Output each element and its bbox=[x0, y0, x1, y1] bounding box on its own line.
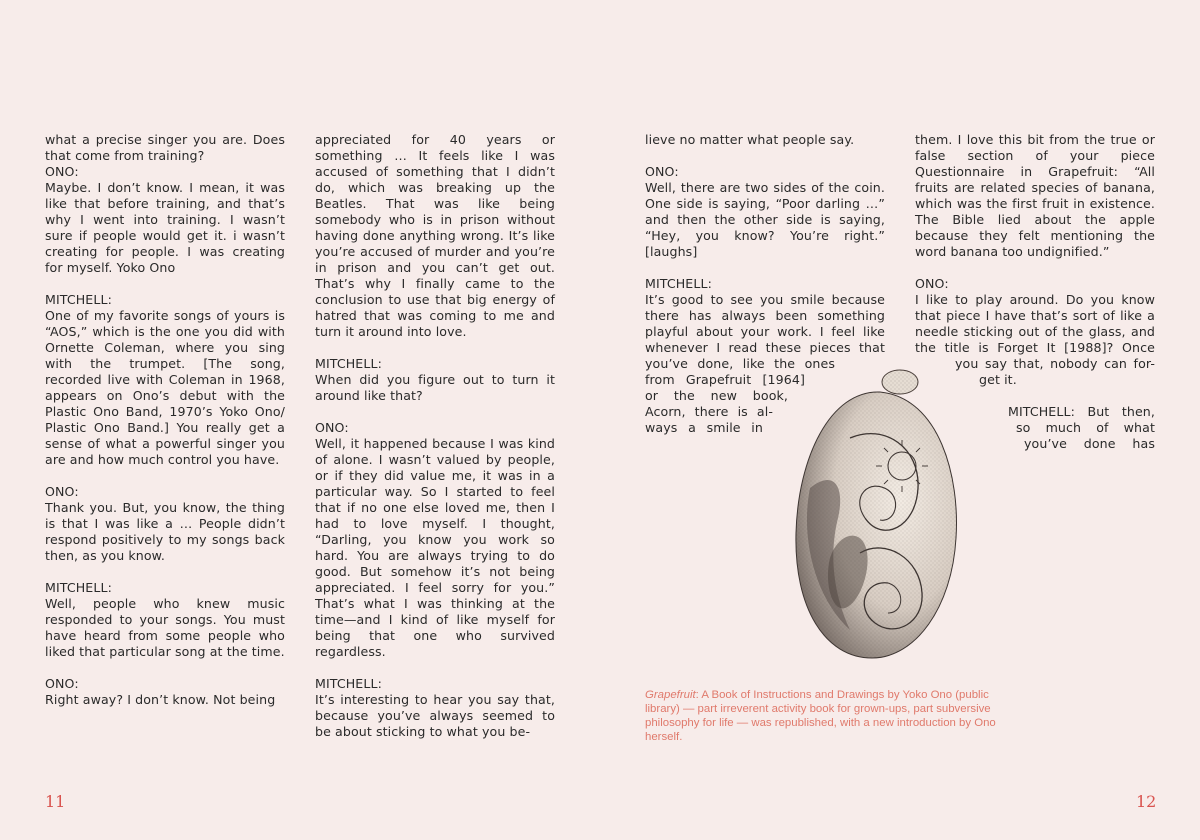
text-line: playful about your work. I feel like bbox=[645, 324, 885, 339]
speaker-label: ONO: bbox=[315, 420, 349, 435]
paragraph: them. I love this bit from the true or false section of your piece Questionnaire in Grapefruit: “All fruits are related species of banana, which was the first fruit in existence. The Bible lied about the apple because they felt mentioning the word banana too undignified.” bbox=[915, 132, 1155, 259]
paragraph: Well, there are two sides of the coin. One side is saying, “Poor darling …” and then the other side is saying, “Hey, you know? You’re right.” [laughs] bbox=[645, 180, 885, 259]
page-number-right: 12 bbox=[1136, 792, 1157, 811]
text-line: that piece I have that’s sort of like a bbox=[915, 308, 1155, 323]
speaker-label: ONO: bbox=[45, 676, 79, 691]
paragraph: It’s interesting to hear you say that, because you’ve always seemed to be about sticking to what you be- bbox=[315, 692, 555, 739]
text-line: there has always been something bbox=[645, 308, 885, 323]
paragraph: Thank you. But, you know, the thing is that I was like a … People didn’t respond positively to my songs back then, as you know. bbox=[45, 500, 285, 563]
text-line: so much of what bbox=[1016, 420, 1155, 435]
caption-text: : A Book of Instructions and Drawings by Yoko Ono (public library) — part irreverent activity book for grown-ups, part subversive philosophy for life — was republished, with a new introduction by Ono herself. bbox=[645, 689, 996, 743]
paragraph: what a precise singer you are. Does that come from training? bbox=[45, 132, 285, 163]
stippled-fruit-illustration bbox=[790, 368, 960, 660]
speaker-label: MITCHELL: bbox=[315, 356, 382, 371]
left-page-column-1 bbox=[45, 132, 285, 724]
text-line: or the new book, bbox=[645, 388, 788, 403]
text-line: you say that, nobody can for- bbox=[955, 356, 1155, 371]
left-page-column-2 bbox=[315, 132, 555, 756]
paragraph: Right away? I don’t know. Not being bbox=[45, 692, 276, 707]
page-number-left: 11 bbox=[45, 792, 66, 811]
fruit-drawing bbox=[790, 368, 960, 660]
paragraph: One of my favorite songs of yours is “AOS,” which is the one you did with Ornette Coleman, where you sing with the trumpet. [The song, recorded live with Coleman in 1968, appears on Ono’s debut with the Plastic Ono Band, 1970’s Yoko Ono/ Plastic Ono Band.] You really get a sense of what a powerful singer you are and how much control you have. bbox=[45, 308, 285, 467]
caption-book-title: Grapefruit bbox=[645, 689, 696, 701]
image-caption bbox=[645, 688, 1005, 744]
speaker-label: MITCHELL: bbox=[45, 580, 112, 595]
speaker-label: ONO: bbox=[45, 164, 79, 179]
paragraph: Maybe. I don’t know. I mean, it was like that before training, and that’s why I went into training. I wasn’t sure if people would get it. i wasn’t creating for people. I was creating for myself. Yoko Ono bbox=[45, 180, 285, 275]
paragraph: Well, it happened because I was kind of alone. I wasn’t valued by people, or if they did value me, it was in a particular way. So I started to feel that if no one else loved me, then I had to love myself. I thought, “Darling, you know you work so hard. You are always trying to do good. But somehow it’s not being appreciated. I feel sorry for you.” That’s what I was thinking at the time—and I kind of like myself for being that one who survived regardless. bbox=[315, 436, 555, 659]
paragraph: lieve no matter what people say. bbox=[645, 132, 855, 147]
speaker-label: MITCHELL: bbox=[315, 676, 382, 691]
text-line: It’s good to see you smile because bbox=[645, 292, 885, 307]
text-line: Acorn, there is al- bbox=[645, 404, 773, 419]
text-line: whenever I read these pieces that bbox=[645, 340, 885, 355]
text-line: ways a smile in bbox=[645, 420, 763, 435]
paragraph: appreciated for 40 years or something … It feels like I was accused of something that I didn’t do, which was breaking up the Beatles. That was like being somebody who is in prison without having done anything wrong. It’s like you’re accused of murder and you’re in prison and you can’t get out. That’s why I finally came to the conclusion to use that big energy of hatred that was coming to me and turn it around into love. bbox=[315, 132, 555, 339]
speaker-label: ONO: bbox=[45, 484, 79, 499]
text-line: you’ve done has bbox=[1024, 436, 1155, 451]
text-line: get it. bbox=[979, 372, 1017, 387]
text-line: needle sticking out of the glass, and bbox=[915, 324, 1155, 339]
speaker-label: MITCHELL: bbox=[45, 292, 112, 307]
text-line: you’ve done, like the ones bbox=[645, 356, 835, 371]
text-line: MITCHELL: But then, bbox=[1008, 404, 1155, 419]
paragraph: Well, people who knew music responded to your songs. You must have heard from some people who liked that particular song at the time. bbox=[45, 596, 285, 659]
speaker-label: ONO: bbox=[915, 276, 949, 291]
text-line: from Grapefruit [1964] bbox=[645, 372, 805, 387]
speaker-label: ONO: bbox=[645, 164, 679, 179]
paragraph: When did you figure out to turn it around like that? bbox=[315, 372, 555, 403]
speaker-label: MITCHELL: bbox=[645, 276, 712, 291]
text-line: the title is Forget It [1988]? Once bbox=[915, 340, 1155, 355]
text-line: I like to play around. Do you know bbox=[915, 292, 1155, 307]
